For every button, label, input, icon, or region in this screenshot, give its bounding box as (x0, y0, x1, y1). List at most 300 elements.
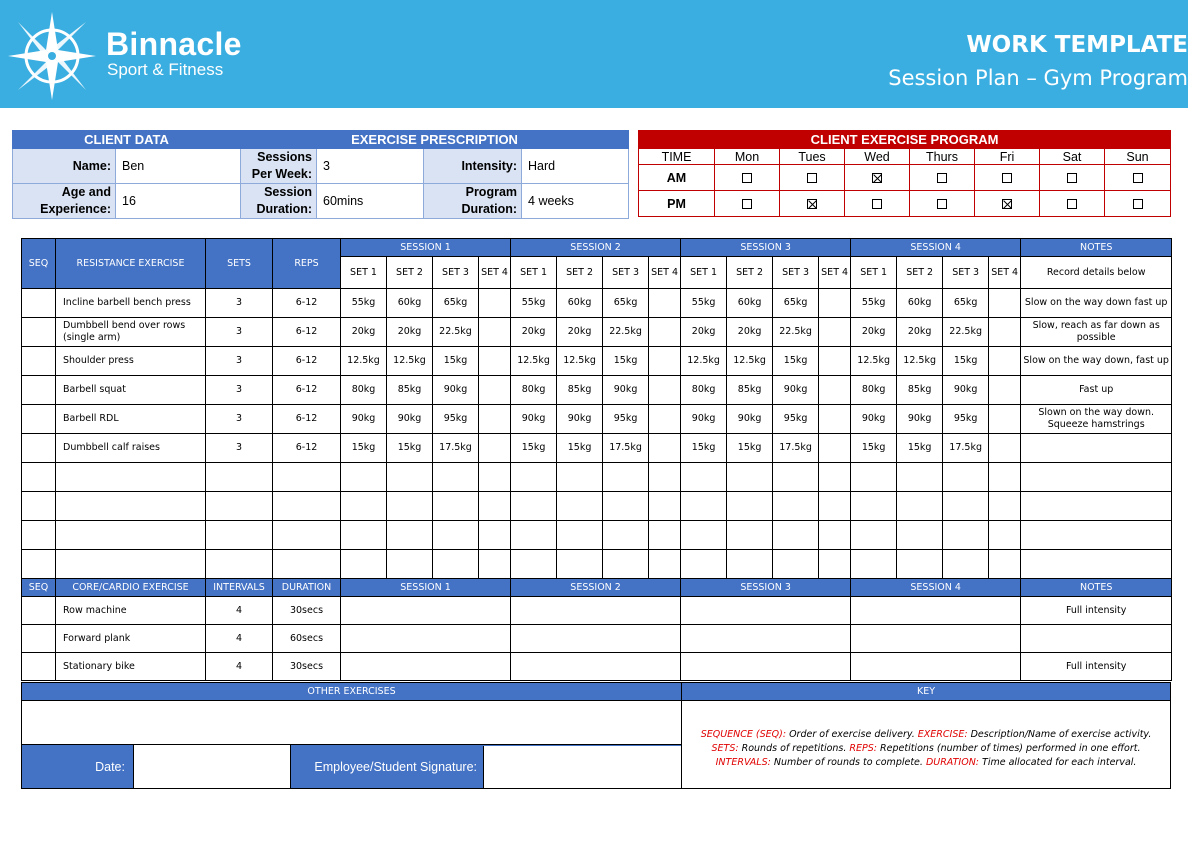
session-cell[interactable] (681, 597, 851, 625)
empty-cell[interactable] (1021, 492, 1172, 521)
empty-cell[interactable] (603, 492, 649, 521)
time-column-header: TIME (639, 149, 715, 165)
empty-cell[interactable] (511, 492, 557, 521)
empty-cell[interactable] (681, 550, 727, 579)
weight-cell[interactable]: 22.5kg (433, 318, 479, 347)
intervals-cell[interactable]: 4 (206, 625, 273, 653)
weight-cell[interactable]: 95kg (943, 405, 989, 434)
empty-checkbox-icon[interactable] (742, 173, 752, 183)
checked-box-icon[interactable] (807, 199, 817, 209)
session-1-header: SESSION 1 (341, 579, 511, 597)
empty-cell[interactable] (819, 492, 851, 521)
empty-cell[interactable] (56, 492, 206, 521)
intervals-cell[interactable]: 4 (206, 653, 273, 681)
checked-box-icon[interactable] (872, 173, 882, 183)
empty-cell[interactable] (387, 550, 433, 579)
pm-thurs-cell[interactable] (910, 191, 975, 217)
notes-cell[interactable]: Slow on the way down, fast up (1021, 347, 1172, 376)
empty-cell[interactable] (989, 463, 1021, 492)
empty-cell[interactable] (273, 463, 341, 492)
weight-cell[interactable]: 15kg (681, 434, 727, 463)
weight-cell[interactable]: 17.5kg (603, 434, 649, 463)
brand-tagline: Sport & Fitness (107, 60, 224, 79)
weight-cell[interactable]: 95kg (773, 405, 819, 434)
reps-cell[interactable]: 6-12 (273, 347, 341, 376)
weight-cell[interactable]: 85kg (387, 376, 433, 405)
weight-cell[interactable]: 22.5kg (773, 318, 819, 347)
seq-cell[interactable] (22, 289, 56, 318)
resistance-row (22, 318, 1172, 347)
empty-resistance-row (22, 492, 1172, 521)
session-cell[interactable] (851, 625, 1021, 653)
empty-cell[interactable] (341, 550, 387, 579)
weight-cell[interactable]: 15kg (387, 434, 433, 463)
weight-cell[interactable]: 12.5kg (897, 347, 943, 376)
weight-cell[interactable]: 12.5kg (511, 347, 557, 376)
empty-cell[interactable] (649, 463, 681, 492)
date-field[interactable] (134, 745, 291, 789)
key-header: KEY (682, 683, 1171, 701)
empty-cell[interactable] (681, 463, 727, 492)
empty-cell[interactable] (851, 521, 897, 550)
signature-label: Employee/Student Signature: (314, 759, 477, 774)
age-experience-field[interactable]: 16 (116, 184, 241, 219)
weight-cell[interactable]: 80kg (681, 376, 727, 405)
empty-cell[interactable] (603, 550, 649, 579)
weight-cell[interactable]: 20kg (727, 318, 773, 347)
empty-cell[interactable] (649, 492, 681, 521)
am-sun-cell[interactable] (1105, 165, 1171, 191)
session-cell[interactable] (681, 653, 851, 681)
empty-cell[interactable] (603, 521, 649, 550)
checked-box-icon[interactable] (1002, 199, 1012, 209)
weight-cell[interactable] (819, 318, 851, 347)
empty-cell[interactable] (727, 521, 773, 550)
am-fri-cell[interactable] (975, 165, 1040, 191)
weight-cell[interactable]: 90kg (387, 405, 433, 434)
empty-checkbox-icon[interactable] (807, 173, 817, 183)
session-cell[interactable] (851, 597, 1021, 625)
weight-cell[interactable]: 15kg (943, 347, 989, 376)
exercise-cell[interactable]: Incline barbell bench press (56, 289, 206, 318)
am-sat-cell[interactable] (1040, 165, 1105, 191)
session-cell[interactable] (511, 653, 681, 681)
weight-cell[interactable] (819, 376, 851, 405)
empty-cell[interactable] (22, 463, 56, 492)
empty-cell[interactable] (773, 463, 819, 492)
duration-cell[interactable]: 60secs (273, 625, 341, 653)
weight-cell[interactable]: 15kg (603, 347, 649, 376)
reps-cell[interactable]: 6-12 (273, 376, 341, 405)
exercise-cell[interactable]: Stationary bike (56, 653, 206, 681)
notes-cell[interactable]: Slown on the way down. Squeeze hamstrings (1021, 405, 1172, 434)
empty-cell[interactable] (773, 521, 819, 550)
exercise-cell[interactable]: Shoulder press (56, 347, 206, 376)
weight-cell[interactable]: 65kg (603, 289, 649, 318)
pm-fri-cell[interactable] (975, 191, 1040, 217)
weight-cell[interactable]: 90kg (511, 405, 557, 434)
am-wed-cell[interactable] (845, 165, 910, 191)
reps-header: REPS (273, 239, 341, 289)
weight-cell[interactable]: 20kg (557, 318, 603, 347)
weight-cell[interactable]: 90kg (897, 405, 943, 434)
weight-cell[interactable]: 80kg (341, 376, 387, 405)
empty-cell[interactable] (206, 550, 273, 579)
am-mon-cell[interactable] (715, 165, 780, 191)
age-experience-label: Age and Experience: (13, 184, 116, 219)
empty-cell[interactable] (819, 550, 851, 579)
weight-cell[interactable] (479, 434, 511, 463)
weight-cell[interactable]: 15kg (851, 434, 897, 463)
weight-cell[interactable]: 12.5kg (681, 347, 727, 376)
empty-checkbox-icon[interactable] (1067, 173, 1077, 183)
weight-cell[interactable]: 65kg (943, 289, 989, 318)
empty-cell[interactable] (819, 521, 851, 550)
weight-cell[interactable] (479, 347, 511, 376)
seq-cell[interactable] (22, 318, 56, 347)
weight-cell[interactable] (819, 347, 851, 376)
empty-cell[interactable] (387, 492, 433, 521)
weight-cell[interactable] (649, 376, 681, 405)
empty-cell[interactable] (56, 550, 206, 579)
weight-cell[interactable] (649, 318, 681, 347)
empty-cell[interactable] (273, 492, 341, 521)
sets-cell[interactable]: 3 (206, 347, 273, 376)
weight-cell[interactable]: 90kg (341, 405, 387, 434)
empty-cell[interactable] (22, 492, 56, 521)
empty-checkbox-icon[interactable] (1133, 199, 1143, 209)
weight-cell[interactable]: 15kg (897, 434, 943, 463)
pm-sun-cell[interactable] (1105, 191, 1171, 217)
weight-cell[interactable]: 80kg (511, 376, 557, 405)
empty-checkbox-icon[interactable] (1067, 199, 1077, 209)
weight-cell[interactable]: 17.5kg (773, 434, 819, 463)
weight-cell[interactable] (989, 318, 1021, 347)
notes-cell[interactable] (1021, 434, 1172, 463)
empty-cell[interactable] (433, 463, 479, 492)
sets-cell[interactable]: 3 (206, 289, 273, 318)
empty-cell[interactable] (273, 521, 341, 550)
intervals-cell[interactable]: 4 (206, 597, 273, 625)
empty-cell[interactable] (727, 492, 773, 521)
weight-cell[interactable]: 85kg (557, 376, 603, 405)
weight-cell[interactable]: 12.5kg (727, 347, 773, 376)
weight-cell[interactable]: 85kg (897, 376, 943, 405)
pm-mon-cell[interactable] (715, 191, 780, 217)
weight-cell[interactable]: 90kg (603, 376, 649, 405)
reps-cell[interactable]: 6-12 (273, 434, 341, 463)
seq-cell[interactable] (22, 434, 56, 463)
empty-cell[interactable] (479, 550, 511, 579)
empty-cell[interactable] (819, 463, 851, 492)
weight-cell[interactable]: 60kg (727, 289, 773, 318)
am-thurs-cell[interactable] (910, 165, 975, 191)
weight-cell[interactable]: 17.5kg (433, 434, 479, 463)
empty-cell[interactable] (273, 550, 341, 579)
weight-cell[interactable]: 85kg (727, 376, 773, 405)
empty-cell[interactable] (897, 463, 943, 492)
duration-header: DURATION (273, 579, 341, 597)
weight-cell[interactable] (989, 347, 1021, 376)
empty-cell[interactable] (56, 521, 206, 550)
empty-cell[interactable] (341, 463, 387, 492)
weight-cell[interactable]: 20kg (851, 318, 897, 347)
empty-cell[interactable] (649, 550, 681, 579)
empty-cell[interactable] (943, 521, 989, 550)
am-tues-cell[interactable] (780, 165, 845, 191)
empty-cell[interactable] (727, 463, 773, 492)
empty-checkbox-icon[interactable] (872, 199, 882, 209)
weight-cell[interactable]: 90kg (727, 405, 773, 434)
empty-cell[interactable] (681, 492, 727, 521)
empty-cell[interactable] (433, 521, 479, 550)
empty-cell[interactable] (511, 550, 557, 579)
session-cell[interactable] (341, 653, 511, 681)
weight-cell[interactable]: 60kg (387, 289, 433, 318)
cardio-header-row (22, 579, 1172, 597)
empty-cell[interactable] (206, 492, 273, 521)
seq-header: SEQ (22, 239, 56, 289)
weight-cell[interactable] (479, 318, 511, 347)
exercise-cell[interactable]: Row machine (56, 597, 206, 625)
session-duration-field[interactable]: 60mins (317, 184, 424, 219)
empty-cell[interactable] (341, 492, 387, 521)
weight-cell[interactable]: 55kg (341, 289, 387, 318)
weight-cell[interactable]: 55kg (851, 289, 897, 318)
empty-cell[interactable] (479, 521, 511, 550)
session-3-header: SESSION 3 (681, 239, 851, 257)
empty-cell[interactable] (479, 463, 511, 492)
empty-cell[interactable] (387, 521, 433, 550)
reps-cell[interactable]: 6-12 (273, 289, 341, 318)
cardio-exercise-header: CORE/CARDIO EXERCISE (56, 579, 206, 597)
weight-cell[interactable]: 20kg (897, 318, 943, 347)
set-1-header: SET 1 (851, 257, 897, 289)
empty-cell[interactable] (989, 492, 1021, 521)
seq-cell[interactable] (22, 625, 56, 653)
weight-cell[interactable]: 22.5kg (943, 318, 989, 347)
weight-cell[interactable] (479, 376, 511, 405)
weight-cell[interactable]: 15kg (511, 434, 557, 463)
empty-checkbox-icon[interactable] (1002, 173, 1012, 183)
seq-cell[interactable] (22, 347, 56, 376)
weight-cell[interactable]: 55kg (681, 289, 727, 318)
empty-cell[interactable] (557, 521, 603, 550)
empty-cell[interactable] (943, 492, 989, 521)
empty-cell[interactable] (681, 521, 727, 550)
weight-cell[interactable] (819, 289, 851, 318)
other-exercises-field[interactable] (22, 701, 682, 745)
day-header: Thurs (910, 149, 975, 165)
session-2-header: SESSION 2 (511, 579, 681, 597)
weight-cell[interactable] (989, 289, 1021, 318)
session-cell[interactable] (681, 625, 851, 653)
weight-cell[interactable]: 20kg (511, 318, 557, 347)
session-cell[interactable] (851, 653, 1021, 681)
day-header: Sun (1105, 149, 1171, 165)
empty-cell[interactable] (851, 463, 897, 492)
empty-cell[interactable] (557, 492, 603, 521)
empty-cell[interactable] (727, 550, 773, 579)
weight-cell[interactable]: 55kg (511, 289, 557, 318)
empty-cell[interactable] (603, 463, 649, 492)
empty-cell[interactable] (479, 492, 511, 521)
seq-cell[interactable] (22, 653, 56, 681)
pm-wed-cell[interactable] (845, 191, 910, 217)
weight-cell[interactable]: 15kg (433, 347, 479, 376)
weight-cell[interactable] (819, 434, 851, 463)
weight-cell[interactable]: 15kg (727, 434, 773, 463)
weight-cell[interactable]: 12.5kg (557, 347, 603, 376)
weight-cell[interactable]: 17.5kg (943, 434, 989, 463)
empty-cell[interactable] (557, 463, 603, 492)
seq-cell[interactable] (22, 376, 56, 405)
empty-checkbox-icon[interactable] (937, 199, 947, 209)
empty-cell[interactable] (943, 463, 989, 492)
notes-cell[interactable]: Full intensity (1021, 597, 1172, 625)
weight-cell[interactable] (649, 289, 681, 318)
signature-field[interactable] (483, 746, 681, 788)
empty-cell[interactable] (557, 550, 603, 579)
session-cell[interactable] (511, 625, 681, 653)
program-duration-field[interactable]: 4 weeks (522, 184, 629, 219)
empty-cell[interactable] (206, 463, 273, 492)
notes-cell[interactable]: Slow, reach as far down as possible (1021, 318, 1172, 347)
weight-cell[interactable]: 20kg (387, 318, 433, 347)
weight-cell[interactable] (989, 376, 1021, 405)
empty-resistance-row (22, 463, 1172, 492)
empty-cell[interactable] (943, 550, 989, 579)
weight-cell[interactable]: 15kg (557, 434, 603, 463)
notes-cell[interactable]: Fast up (1021, 376, 1172, 405)
empty-cell[interactable] (773, 550, 819, 579)
weight-cell[interactable]: 65kg (433, 289, 479, 318)
sets-cell[interactable]: 3 (206, 405, 273, 434)
empty-cell[interactable] (1021, 463, 1172, 492)
weight-cell[interactable] (649, 405, 681, 434)
exercise-cell[interactable]: Barbell RDL (56, 405, 206, 434)
empty-cell[interactable] (897, 521, 943, 550)
weight-cell[interactable]: 90kg (557, 405, 603, 434)
empty-cell[interactable] (56, 463, 206, 492)
set-1-header: SET 1 (341, 257, 387, 289)
weight-cell[interactable] (989, 405, 1021, 434)
duration-cell[interactable]: 30secs (273, 653, 341, 681)
empty-cell[interactable] (897, 492, 943, 521)
empty-cell[interactable] (22, 550, 56, 579)
weight-cell[interactable]: 12.5kg (341, 347, 387, 376)
pm-label: PM (639, 191, 715, 217)
sets-cell[interactable]: 3 (206, 318, 273, 347)
weight-cell[interactable]: 90kg (851, 405, 897, 434)
empty-cell[interactable] (511, 463, 557, 492)
weight-cell[interactable] (479, 289, 511, 318)
empty-cell[interactable] (387, 463, 433, 492)
empty-cell[interactable] (773, 492, 819, 521)
weight-cell[interactable]: 95kg (603, 405, 649, 434)
document-title: WORK TEMPLATE (966, 32, 1188, 58)
weight-cell[interactable]: 22.5kg (603, 318, 649, 347)
exercise-cell[interactable]: Dumbbell bend over rows (single arm) (56, 318, 206, 347)
sessions-per-week-field[interactable]: 3 (317, 149, 424, 184)
seq-cell[interactable] (22, 597, 56, 625)
seq-header: SEQ (22, 579, 56, 597)
exercise-cell[interactable]: Dumbbell calf raises (56, 434, 206, 463)
reps-cell[interactable]: 6-12 (273, 405, 341, 434)
empty-cell[interactable] (341, 521, 387, 550)
empty-cell[interactable] (433, 492, 479, 521)
pm-tues-cell[interactable] (780, 191, 845, 217)
empty-cell[interactable] (1021, 521, 1172, 550)
weight-cell[interactable] (819, 405, 851, 434)
notes-cell[interactable]: Full intensity (1021, 653, 1172, 681)
reps-cell[interactable]: 6-12 (273, 318, 341, 347)
session-duration-label: Session Duration: (241, 184, 317, 219)
seq-cell[interactable] (22, 405, 56, 434)
day-header: Wed (845, 149, 910, 165)
empty-cell[interactable] (649, 521, 681, 550)
weight-cell[interactable]: 90kg (773, 376, 819, 405)
empty-cell[interactable] (989, 550, 1021, 579)
weight-cell[interactable]: 15kg (341, 434, 387, 463)
notes-cell[interactable] (1021, 625, 1172, 653)
sets-cell[interactable]: 3 (206, 434, 273, 463)
weight-cell[interactable] (989, 434, 1021, 463)
exercise-cell[interactable]: Barbell squat (56, 376, 206, 405)
weight-cell[interactable] (649, 434, 681, 463)
pm-sat-cell[interactable] (1040, 191, 1105, 217)
weight-cell[interactable]: 20kg (681, 318, 727, 347)
empty-cell[interactable] (1021, 550, 1172, 579)
weight-cell[interactable] (479, 405, 511, 434)
empty-cell[interactable] (897, 550, 943, 579)
exercise-cell[interactable]: Forward plank (56, 625, 206, 653)
weight-cell[interactable]: 20kg (341, 318, 387, 347)
empty-cell[interactable] (206, 521, 273, 550)
empty-checkbox-icon[interactable] (742, 199, 752, 209)
empty-cell[interactable] (22, 521, 56, 550)
session-cell[interactable] (511, 597, 681, 625)
weight-cell[interactable]: 80kg (851, 376, 897, 405)
empty-checkbox-icon[interactable] (1133, 173, 1143, 183)
weight-cell[interactable]: 12.5kg (387, 347, 433, 376)
empty-cell[interactable] (433, 550, 479, 579)
weight-cell[interactable]: 12.5kg (851, 347, 897, 376)
notes-cell[interactable]: Slow on the way down fast up (1021, 289, 1172, 318)
name-field[interactable]: Ben (116, 149, 241, 184)
weight-cell[interactable]: 90kg (681, 405, 727, 434)
intensity-field[interactable]: Hard (522, 149, 629, 184)
session-cell[interactable] (341, 625, 511, 653)
weight-cell[interactable]: 65kg (773, 289, 819, 318)
weight-cell[interactable]: 15kg (773, 347, 819, 376)
empty-cell[interactable] (851, 550, 897, 579)
weight-cell[interactable]: 95kg (433, 405, 479, 434)
empty-cell[interactable] (511, 521, 557, 550)
weight-cell[interactable] (649, 347, 681, 376)
empty-checkbox-icon[interactable] (937, 173, 947, 183)
cardio-row (22, 597, 1172, 625)
weight-cell[interactable]: 60kg (557, 289, 603, 318)
weight-cell[interactable]: 90kg (943, 376, 989, 405)
empty-cell[interactable] (851, 492, 897, 521)
weight-cell[interactable]: 90kg (433, 376, 479, 405)
weight-cell[interactable]: 60kg (897, 289, 943, 318)
empty-cell[interactable] (989, 521, 1021, 550)
duration-cell[interactable]: 30secs (273, 597, 341, 625)
sets-cell[interactable]: 3 (206, 376, 273, 405)
session-cell[interactable] (341, 597, 511, 625)
